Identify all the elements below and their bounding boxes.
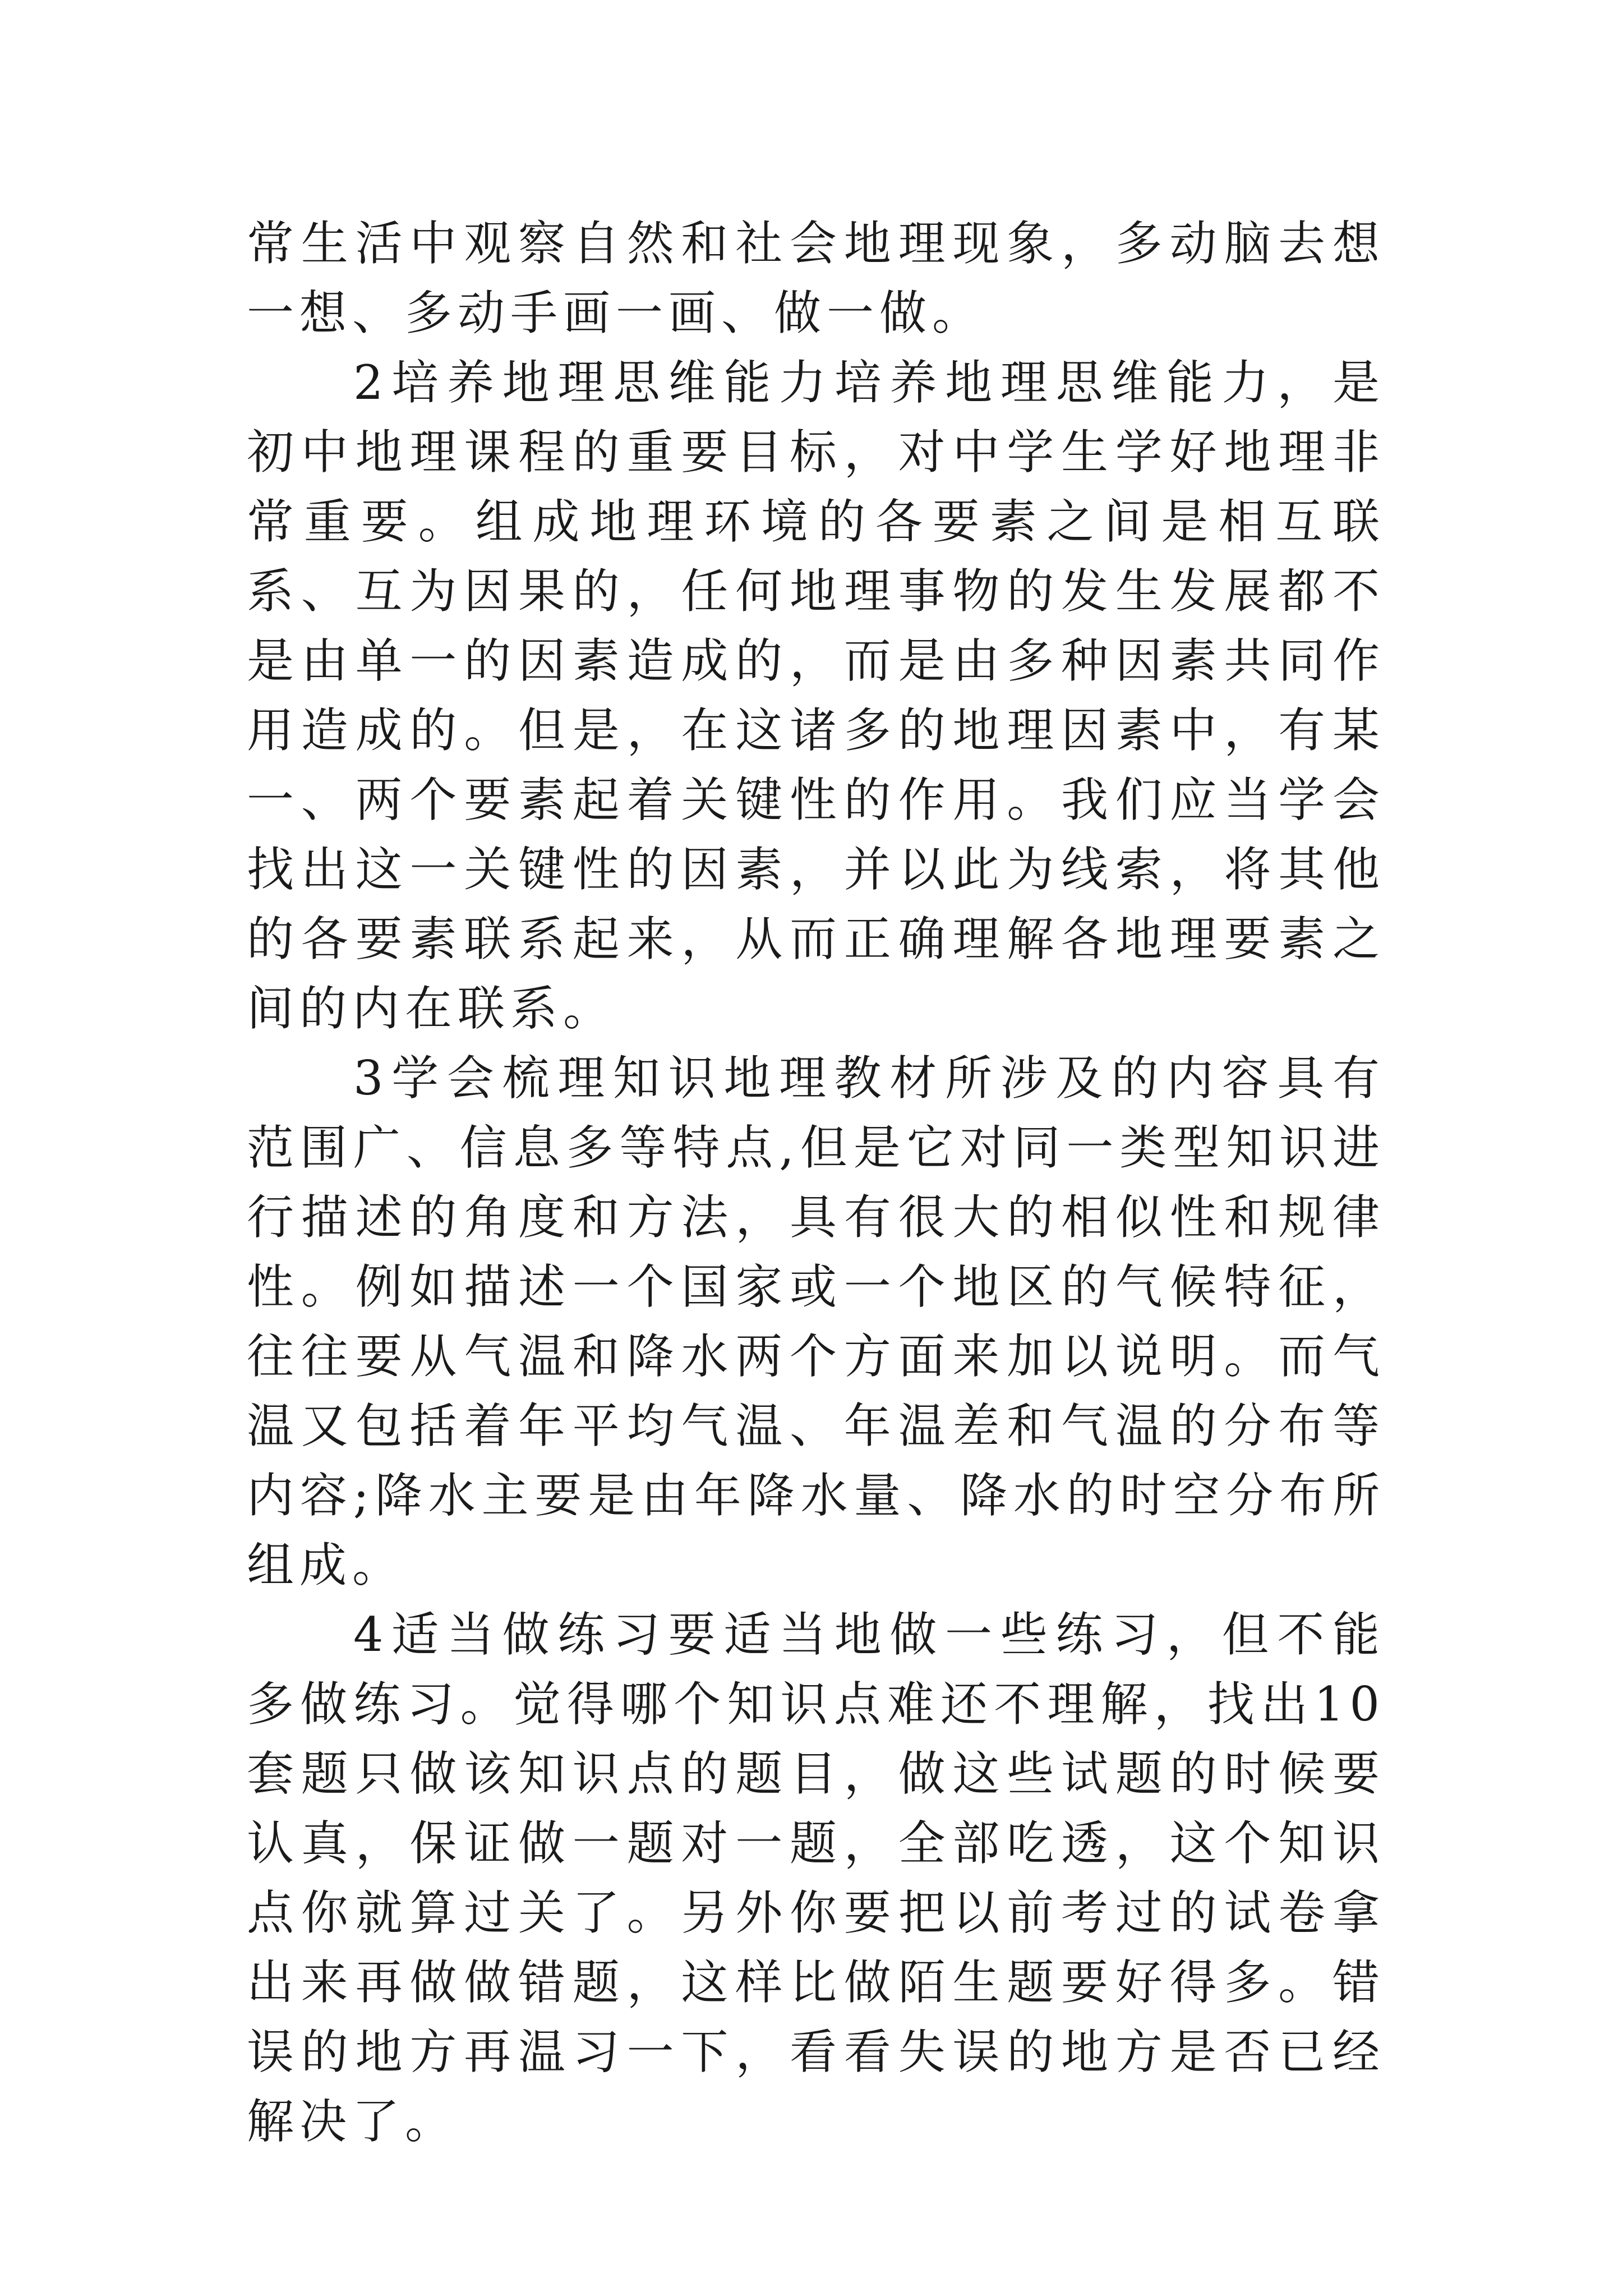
paragraph-practice-exercises: 4适当做练习要适当地做一些练习，但不能多做练习。觉得哪个知识点难还不理解，找出10套题只做该知识点的题目，做这些试题的时候要认真，保证做一题对一题，全部吃透，这个知识点你就算过关了。另外你要把以前考过的试卷拿出来再做做错题，这样比做陌生题要好得多。错误的地方再温习一下，看看失误的地方是否已经解决了。	[247, 1607, 1385, 2149]
paragraph-geographic-thinking: 2培养地理思维能力培养地理思维能力，是初中地理课程的重要目标，对中学生学好地理非常重要。组成地理环境的各要素之间是相互联系、互为因果的，任何地理事物的发生发展都不是由单一的因素造成的，而是由多种因素共同作用造成的。但是，在这诸多的地理因素中，有某一、两个要素起着关键性的作用。我们应当学会找出这一关键性的因素，并以此为线索，将其他的各要素联系起来，从而正确理解各地理要素之间的内在联系。	[247, 355, 1385, 1036]
paragraph-continuation: 常生活中观察自然和社会地理现象，多动脑去想一想、多动手画一画、做一做。	[247, 216, 1385, 341]
document-body	[247, 209, 1385, 2156]
paragraph-organize-knowledge: 3学会梳理知识地理教材所涉及的内容具有范围广、信息多等特点,但是它对同一类型知识进行描述的角度和方法，具有很大的相似性和规律性。例如描述一个国家或一个地区的气候特征，往往要从气温和降水两个方面来加以说明。而气温又包括着年平均气温、年温差和气温的分布等内容;降水主要是由年降水量、降水的时空分布所组成。	[247, 1051, 1385, 1593]
